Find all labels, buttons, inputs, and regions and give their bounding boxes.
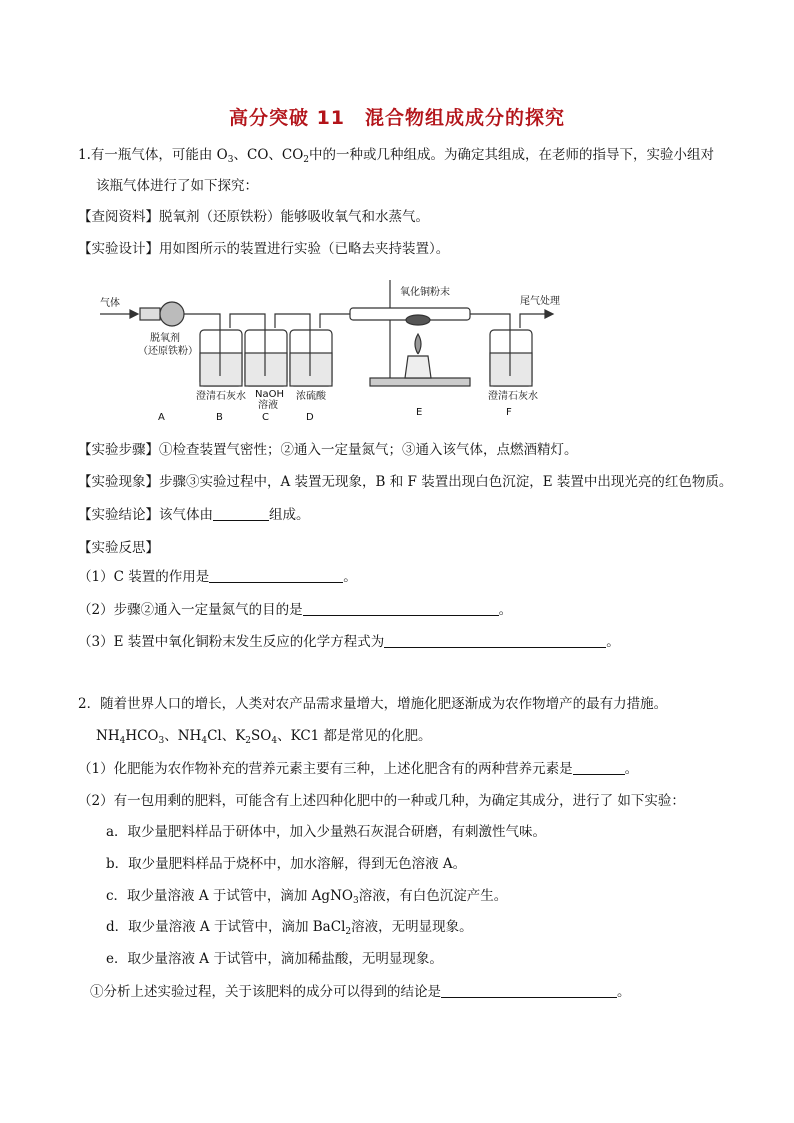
bottle-d-label: 浓硫酸 xyxy=(296,391,326,402)
q2-sub-1: （1）化肥能为农作物补充的营养元素主要有三种，上述化肥含有的两种营养元素是 。 xyxy=(78,761,639,777)
q2-step-b: b．取少量肥料样品于烧杯中，加水溶解，得到无色溶液 A。 xyxy=(106,856,467,872)
q2-analysis: ①分析上述实验过程，关于该肥料的成分可以得到的结论是 。 xyxy=(90,984,631,1000)
q2-intro: 2．随着世界人口的增长，人类对农产品需求量增大，增施化肥逐渐成为农作物增产的最有力措施。 xyxy=(78,696,668,712)
q1-intro-line-1: 1.有一瓶气体，可能由 $O_3$、CO、$CO_2$中的一种或几种组成。为确定其组成，在老师的指导下，实验小组对 xyxy=(78,147,715,165)
copper-oxide-label: 氧化铜粉末 xyxy=(400,287,450,298)
q2-step-e: e．取少量溶液 A 于试管中，滴加稀盐酸，无明显现象。 xyxy=(106,951,443,967)
q1-phenomenon: 【实验现象】步骤③实验过程中，A 装置无现象，B 和 F 装置出现白色沉淀，E 装置中出现光亮的红色物质。 xyxy=(78,474,733,490)
gas-inlet-label: 气体 xyxy=(100,298,120,309)
page-title: 高分突破 11 混合物组成成分的探究 xyxy=(228,107,566,129)
q2-sub-2: （2）有一包用剩的肥料，可能含有上述四种化肥中的一种或几种，为确定其成分，进行了 如下实验： xyxy=(78,793,685,809)
q2-fertilizers: $NH_4HCO_3$、$NH_4Cl$、$K_2SO_4$、KC1 都是常见的化肥。 xyxy=(96,728,432,746)
q2-step-a: a．取少量肥料样品于研体中，加入少量熟石灰混合研磨，有刺激性气味。 xyxy=(106,824,547,840)
q2-step-d: d．取少量溶液 A 于试管中，滴加 BaCl$_2$溶液，无明显现象。 xyxy=(106,919,473,937)
label-b: B xyxy=(216,412,223,423)
q1-reflection: 【实验反思】 xyxy=(78,540,159,556)
label-e: E xyxy=(416,407,423,418)
label-c: C xyxy=(262,412,269,423)
answer-blank-conclusion[interactable] xyxy=(213,506,269,521)
q1-intro-line-2: 该瓶气体进行了如下探究： xyxy=(96,178,258,194)
answer-blank-r1[interactable] xyxy=(209,568,343,583)
label-a: A xyxy=(158,412,165,423)
bottle-b-label: 澄清石灰水 xyxy=(196,391,246,402)
answer-blank-analysis[interactable] xyxy=(441,983,617,998)
q1-reflection-1: （1）C 装置的作用是 。 xyxy=(78,569,357,585)
answer-blank-r3[interactable] xyxy=(384,633,606,648)
apparatus-figure xyxy=(100,268,570,428)
deoxidizer-sub-label: （还原铁粉） xyxy=(138,346,198,357)
bottle-c-label-1: NaOH xyxy=(255,389,284,400)
q1-conclusion: 【实验结论】该气体由 组成。 xyxy=(78,507,310,523)
answer-blank-q2-1[interactable] xyxy=(573,760,625,775)
label-f: F xyxy=(506,407,512,418)
q1-steps: 【实验步骤】①检查装置气密性；②通入一定量氮气；③通入该气体，点燃酒精灯。 xyxy=(78,442,578,458)
label-d: D xyxy=(306,412,314,423)
q1-reference: 【查阅资料】脱氧剂（还原铁粉）能够吸收氧气和水蒸气。 xyxy=(78,209,429,225)
q1-reflection-3: （3）E 装置中氧化铜粉末发生反应的化学方程式为 。 xyxy=(78,634,620,650)
bottle-f-label: 澄清石灰水 xyxy=(488,391,538,402)
tail-gas-label: 尾气处理 xyxy=(520,296,560,307)
q1-reflection-2: （2）步骤②通入一定量氮气的目的是 。 xyxy=(78,602,513,618)
bottle-c-label-2: 溶液 xyxy=(258,400,278,411)
q2-step-c: c．取少量溶液 A 于试管中，滴加 AgNO$_3$溶液，有白色沉淀产生。 xyxy=(106,888,508,906)
answer-blank-r2[interactable] xyxy=(303,601,499,616)
deoxidizer-label: 脱氧剂 xyxy=(150,333,180,344)
q1-design: 【实验设计】用如图所示的装置进行实验（已略去夹持装置）。 xyxy=(78,241,450,257)
